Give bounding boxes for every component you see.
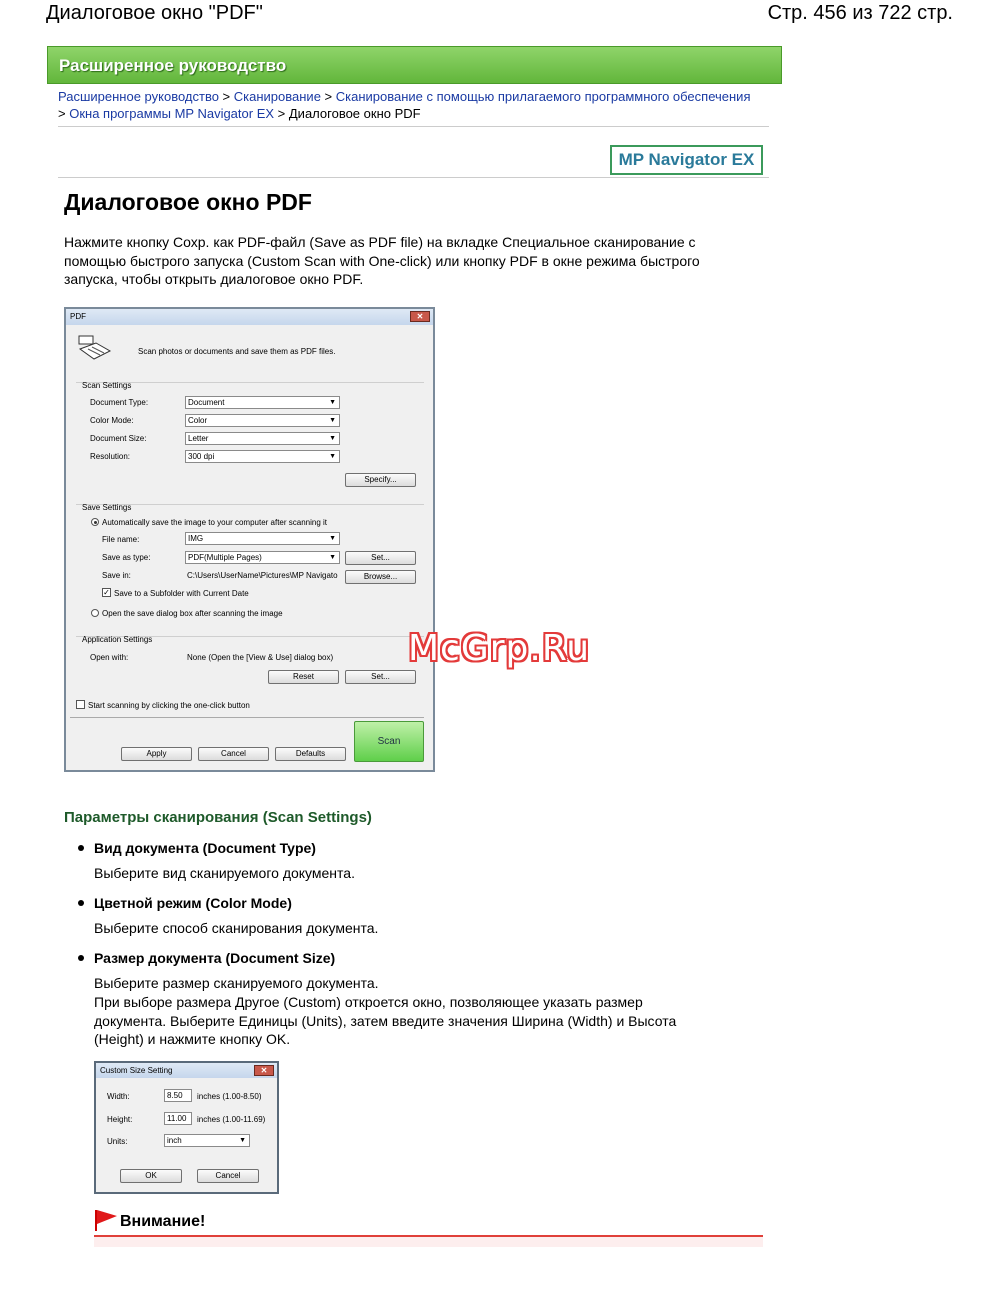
save-as-type-label: Save as type:	[102, 553, 151, 562]
scan-settings-label: Scan Settings	[82, 381, 132, 390]
intro-paragraph: Нажмите кнопку Сохр. как PDF-файл (Save as PDF file) на вкладке Специальное сканирование с помощью быстрого запуска (Custom Scan with One-click) или кнопку PDF в окне режима быстрого запуска, чтобы открыть диалоговое окно PDF.	[64, 234, 700, 287]
red-flag-icon	[94, 1208, 118, 1232]
section-heading: Параметры сканирования (Scan Settings)	[64, 809, 372, 826]
attention-label: Внимание!	[120, 1213, 206, 1230]
breadcrumb-link-scanning-software[interactable]: Сканирование с помощью прилагаемого программного обеспечения	[335, 89, 751, 104]
item-title: Размер документа (Document Size)	[94, 950, 336, 966]
item-text: Выберите способ сканирования документа.	[94, 920, 379, 936]
divider	[58, 126, 769, 127]
reset-button[interactable]: Reset	[268, 670, 339, 684]
breadcrumb-current: Диалоговое окно PDF	[288, 106, 421, 121]
attention-band	[94, 1237, 763, 1247]
color-mode-select[interactable]: Color ▼	[185, 414, 340, 427]
document-type-label: Document Type:	[90, 398, 149, 407]
breadcrumb: Расширенное руководство > Сканирование > Сканирование с помощью прилагаемого программного обеспечения > Окна программы MP Navigator EX > Диалоговое окно PDF	[58, 89, 751, 121]
file-name-label: File name:	[102, 535, 140, 544]
document-size-label: Document Size:	[90, 434, 147, 443]
guide-banner	[47, 46, 782, 84]
save-in-label: Save in:	[102, 571, 131, 580]
auto-save-radio[interactable]	[91, 518, 99, 526]
subfolder-label: Save to a Subfolder with Current Date	[114, 589, 249, 598]
application-settings-label: Application Settings	[82, 635, 153, 644]
divider	[58, 177, 769, 178]
chevron-down-icon: ▼	[329, 399, 336, 406]
resolution-select[interactable]: 300 dpi ▼	[185, 450, 340, 463]
mp-navigator-logo: MP Navigator EX	[610, 145, 763, 175]
application-set-button[interactable]: Set...	[345, 670, 416, 684]
save-in-path: C:\Users\UserName\Pictures\MP Navigato	[187, 571, 338, 580]
apply-button[interactable]: Apply	[121, 747, 192, 761]
defaults-button[interactable]: Defaults	[275, 747, 346, 761]
file-name-input[interactable]: IMG ▼	[185, 532, 340, 545]
units-label: Units:	[107, 1137, 128, 1146]
subfolder-checkbox[interactable]: ✓	[103, 588, 110, 597]
document-title: Диалоговое окно "PDF"	[46, 2, 263, 24]
height-label: Height:	[107, 1115, 133, 1124]
resolution-label: Resolution:	[90, 452, 131, 461]
width-range: inches (1.00-8.50)	[197, 1092, 262, 1101]
custom-size-dialog	[94, 1061, 279, 1194]
breadcrumb-link-advanced-guide[interactable]: Расширенное руководство	[58, 89, 219, 104]
browse-button[interactable]: Browse...	[345, 570, 416, 584]
pdf-document-icon	[78, 335, 112, 363]
page-title: Диалоговое окно PDF	[64, 189, 312, 215]
document-type-select[interactable]: Document ▼	[185, 396, 340, 409]
breadcrumb-link-mp-navigator-windows[interactable]: Окна программы MP Navigator EX	[69, 106, 275, 121]
cancel-button[interactable]: Cancel	[198, 747, 269, 761]
item-text: Выберите размер сканируемого документа.	[94, 975, 379, 991]
dialog-titlebar	[66, 309, 433, 325]
open-with-label: Open with:	[90, 653, 129, 662]
pdf-dialog	[64, 307, 435, 772]
dialog-title: Custom Size Setting	[100, 1066, 173, 1075]
dialog-titlebar	[96, 1063, 277, 1078]
dialog-description: Scan photos or documents and save them as PDF files.	[138, 347, 336, 356]
specify-button[interactable]: Specify...	[345, 473, 416, 487]
item-text: При выборе размера Другое (Custom) откроется окно, позволяющее указать размер документа. Выберите Единицы (Units), затем введите значения Ширина (Width) и Высота (Height) и нажмите кнопку OK.	[94, 994, 677, 1047]
save-as-type-select[interactable]: PDF(Multiple Pages) ▼	[185, 551, 340, 564]
dialog-title: PDF	[70, 312, 86, 321]
chevron-down-icon: ▼	[329, 453, 336, 460]
bullet-icon	[78, 845, 84, 851]
divider	[70, 717, 424, 718]
bullet-icon	[78, 900, 84, 906]
banner-title: Расширенное руководство	[59, 56, 287, 75]
one-click-checkbox[interactable]	[76, 700, 85, 709]
auto-save-label: Automatically save the image to your computer after scanning it	[102, 518, 327, 527]
chevron-down-icon: ▼	[329, 435, 336, 442]
units-select[interactable]: inch ▼	[164, 1134, 250, 1147]
height-range: inches (1.00-11.69)	[197, 1115, 266, 1124]
close-button[interactable]: ✕	[254, 1065, 274, 1076]
chevron-down-icon: ▼	[329, 554, 336, 561]
breadcrumb-link-scanning[interactable]: Сканирование	[233, 89, 321, 104]
color-mode-label: Color Mode:	[90, 416, 134, 425]
item-title: Вид документа (Document Type)	[94, 840, 316, 856]
ok-button[interactable]: OK	[120, 1169, 182, 1183]
chevron-down-icon: ▼	[329, 417, 336, 424]
open-save-dialog-label: Open the save dialog box after scanning the image	[102, 609, 283, 618]
open-save-dialog-radio[interactable]	[91, 609, 99, 617]
one-click-label: Start scanning by clicking the one-click button	[88, 701, 250, 710]
bullet-icon	[78, 955, 84, 961]
item-title: Цветной режим (Color Mode)	[94, 895, 292, 911]
page-number: Стр. 456 из 722 стр.	[767, 2, 953, 24]
save-type-set-button[interactable]: Set...	[345, 551, 416, 565]
open-with-value: None (Open the [View & Use] dialog box)	[187, 653, 334, 662]
scan-button[interactable]: Scan	[354, 721, 424, 762]
watermark: McGrp.Ru	[408, 628, 591, 669]
width-input[interactable]: 8.50	[164, 1089, 192, 1102]
item-text: Выберите вид сканируемого документа.	[94, 865, 355, 881]
save-settings-label: Save Settings	[82, 503, 132, 512]
cancel-button[interactable]: Cancel	[197, 1169, 259, 1183]
chevron-down-icon: ▼	[329, 535, 336, 542]
height-input[interactable]: 11.00	[164, 1112, 192, 1125]
chevron-down-icon: ▼	[239, 1137, 246, 1144]
document-size-select[interactable]: Letter ▼	[185, 432, 340, 445]
close-button[interactable]: ✕	[410, 311, 430, 322]
width-label: Width:	[107, 1092, 130, 1101]
